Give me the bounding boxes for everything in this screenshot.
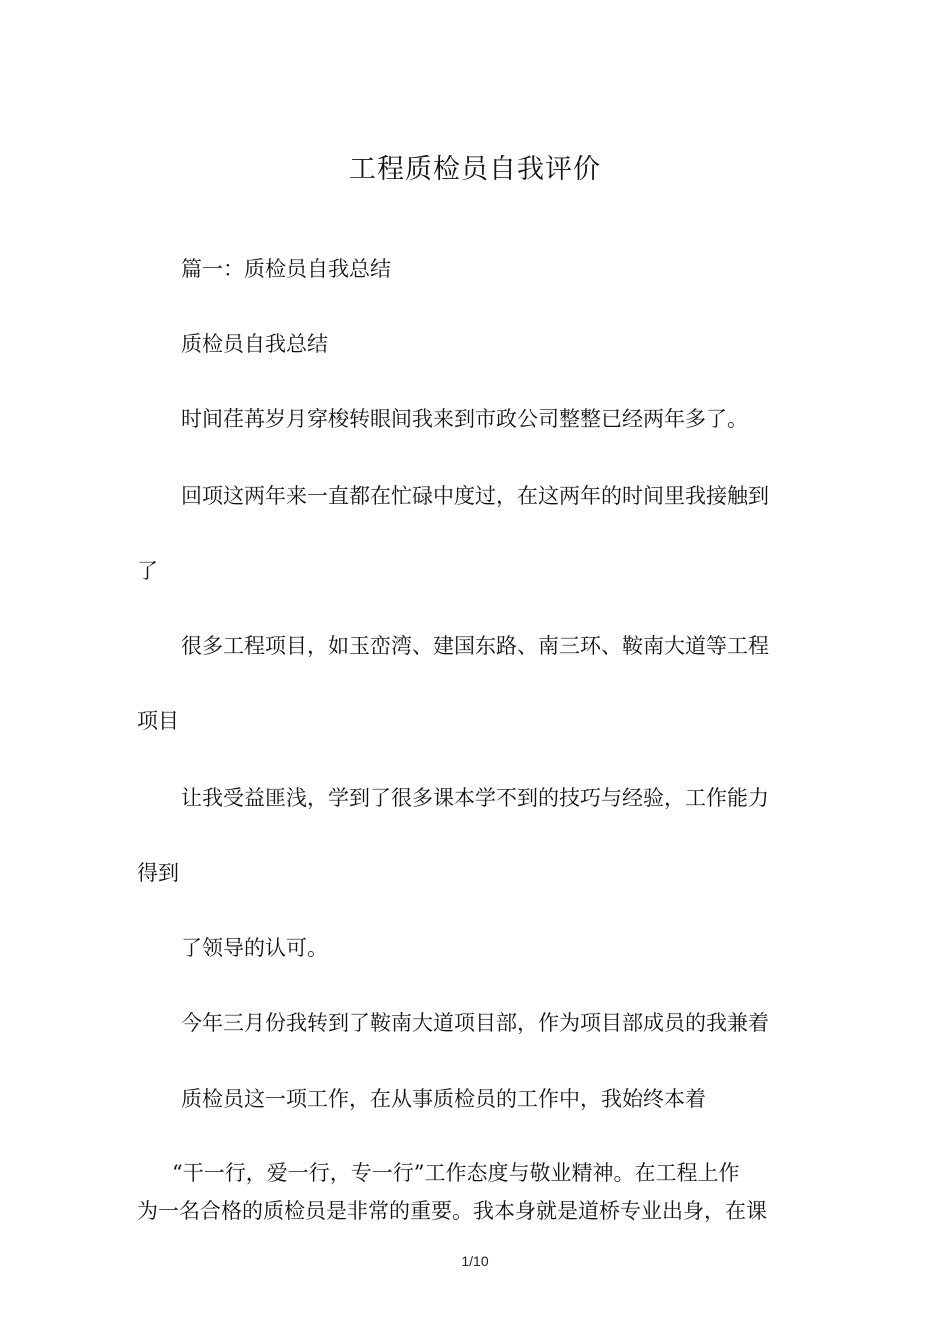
paragraph-line: 得到 bbox=[137, 861, 179, 885]
paragraph-line: 项目 bbox=[137, 709, 179, 733]
page-number: 1/10 bbox=[461, 1253, 489, 1269]
paragraph-line: 质检员这一项工作，在从事质检员的工作中，我始终本着 bbox=[181, 1087, 706, 1111]
paragraph-line: 为一名合格的质检员是非常的重要。我本身就是道桥专业出身，在课 bbox=[137, 1199, 767, 1223]
paragraph-line: “干一行，爱一行，专一行”工作态度与敬业精神。在工程上作 bbox=[172, 1161, 740, 1185]
paragraph-line: 今年三月份我转到了鞍南大道项目部，作为项目部成员的我兼着 bbox=[181, 1011, 769, 1035]
section-heading: 篇一：质检员自我总结 bbox=[181, 257, 391, 281]
paragraph-line: 让我受益匪浅，学到了很多课本学不到的技巧与经验，工作能力 bbox=[181, 786, 769, 810]
paragraph-line: 了 bbox=[137, 559, 158, 583]
subheading: 质检员自我总结 bbox=[181, 332, 328, 356]
paragraph-line: 很多工程项目，如玉峦湾、建国东路、南三环、鞍南大道等工程 bbox=[181, 634, 769, 658]
paragraph-line: 时间荏苒岁月穿梭转眼间我来到市政公司整整已经两年多了。 bbox=[181, 407, 748, 431]
document-title: 工程质检员自我评价 bbox=[349, 154, 601, 185]
paragraph-line: 了领导的认可。 bbox=[181, 936, 328, 960]
paragraph-line: 回项这两年来一直都在忙碌中度过，在这两年的时间里我接触到 bbox=[181, 484, 769, 508]
